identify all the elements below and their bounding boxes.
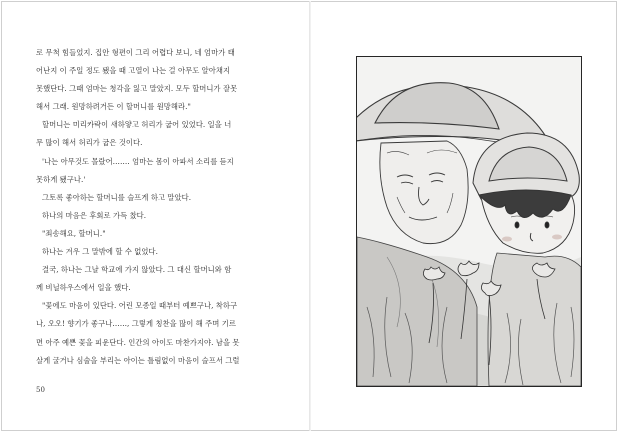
text-line: 어난지 이 주일 정도 됐을 때 고열이 나는 걸 아무도 알아채지: [36, 66, 231, 76]
text-line: 살게 굴거나 심술을 부리는 아이는 틀림없이 마음이 슬프서 그럴: [36, 355, 240, 365]
text-line: 결국, 하나는 그날 학교에 가지 않았다. 그 대신 할머니와 함: [42, 265, 232, 275]
text-line: 할머니는 미리카락이 새하얗고 허리가 굽어 있었다. 일을 너: [42, 120, 232, 130]
text-line: 께 비닐하우스에서 일을 했다.: [36, 283, 131, 293]
text-line: 못했단다. 그때 엄마는 청각을 잃고 말았지. 모두 할머니가 잘못: [36, 84, 238, 94]
page-number: 50: [36, 386, 45, 394]
illustration-drawing: [357, 57, 581, 386]
text-line: "죄송해요, 할머니.": [42, 228, 106, 238]
text-line: 하나의 마음은 후회로 가득 찼다.: [42, 210, 147, 220]
book-gutter: [309, 1, 311, 431]
text-line: 하나는 겨우 그 말밖에 할 수 없었다.: [42, 247, 158, 257]
text-line: 나, 오오! 향기가 좋구나……, 그렇게 칭찬을 많이 해 주며 기르: [36, 319, 236, 329]
left-page-text: [36, 44, 298, 370]
illustration: [356, 56, 582, 387]
text-line: '나는 아무것도 몰랐어……. 엄마는 몸이 아파서 소리를 듣지: [42, 156, 234, 166]
text-line: "꽃에도 마음이 있단다. 어린 모종일 때부터 예쁘구나, 착하구: [42, 301, 238, 311]
text-line: 해서 그래. 원망하려거든 이 할머니를 원망해라.": [36, 102, 191, 112]
text-line: 못하게 됐구나.': [36, 174, 86, 184]
text-line: 면 아주 예쁜 꽃을 피운단다. 인간의 아이도 마찬가지야. 남을 못: [36, 337, 240, 347]
text-line: 무 많이 해서 허리가 굽은 것이다.: [36, 138, 143, 148]
text-line: 로 무척 힘들었지. 집안 형편이 그리 어렵다 보니, 네 엄마가 태: [36, 48, 235, 57]
text-line: 그토록 좋아하는 할머니를 슬프게 하고 말았다.: [42, 192, 192, 202]
